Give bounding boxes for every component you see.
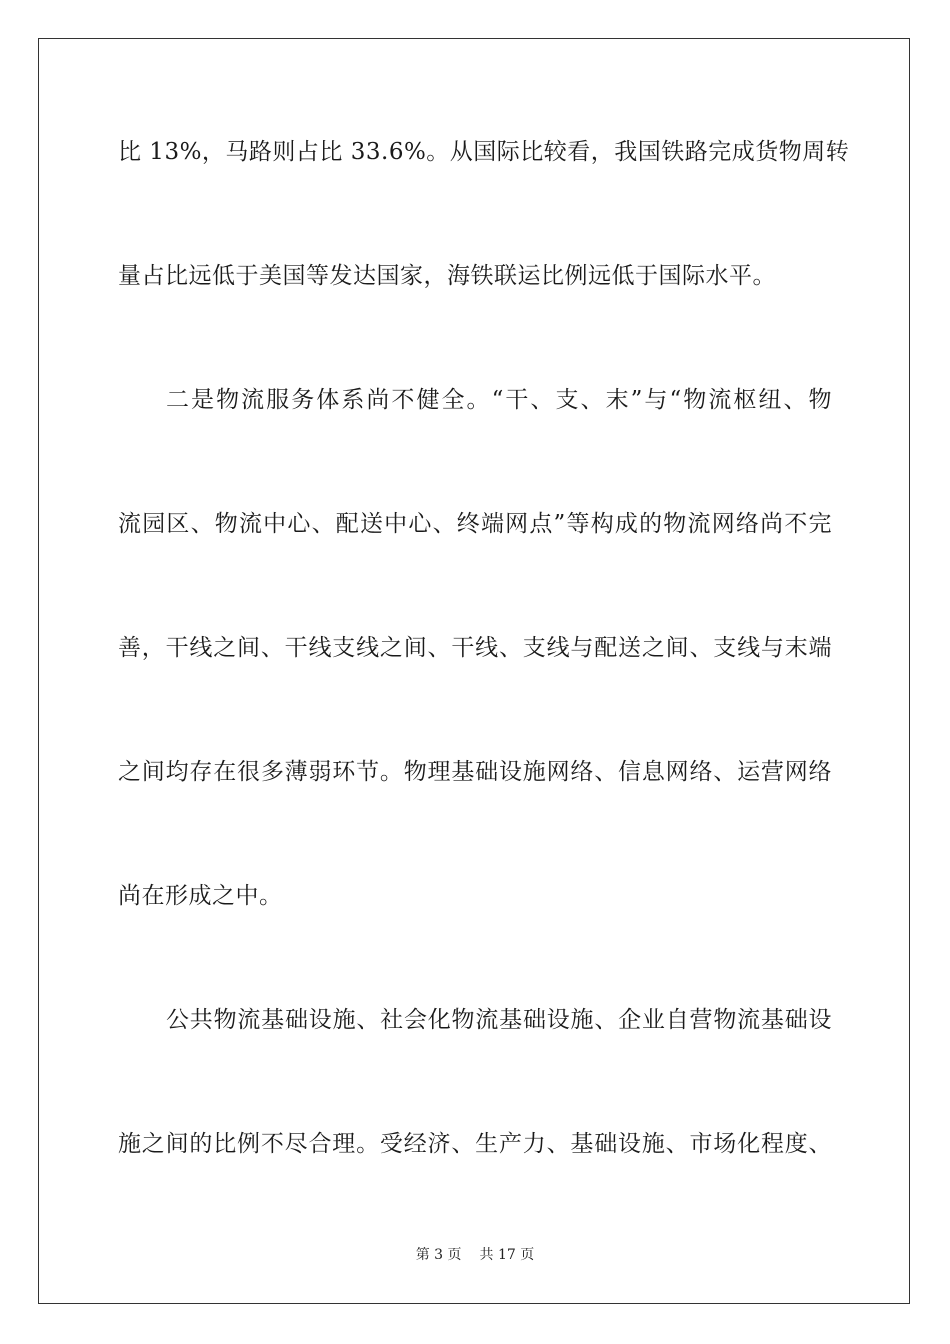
body-text-line: 流园区、物流中心、配送中心、终端网点”等构成的物流网络尚不完 — [118, 511, 832, 537]
body-text-line: 善，干线之间、干线支线之间、干线、支线与配送之间、支线与末端 — [118, 635, 832, 661]
body-text-line: 尚在形成之中。 — [118, 883, 283, 909]
page-number: 第 3 页 — [415, 1247, 462, 1263]
body-text-line: 之间均存在很多薄弱环节。物理基础设施网络、信息网络、运营网络 — [118, 759, 832, 785]
body-text-line: 量占比远低于美国等发达国家，海铁联运比例远低于国际水平。 — [118, 263, 776, 289]
body-text-line: 施之间的比例不尽合理。受经济、生产力、基础设施、市场化程度、 — [118, 1131, 832, 1157]
body-text-line: 比 13%，马路则占比 33.6%。从国际比较看，我国铁路完成货物周转 — [118, 139, 850, 165]
body-text-line: 二是物流服务体系尚不健全。“干、支、末”与“物流枢纽、物 — [166, 387, 832, 413]
page-footer — [0, 1245, 950, 1265]
body-text-line: 公共物流基础设施、社会化物流基础设施、企业自营物流基础设 — [166, 1007, 832, 1033]
page-border — [38, 38, 910, 1304]
page-total: 共 17 页 — [479, 1247, 535, 1263]
